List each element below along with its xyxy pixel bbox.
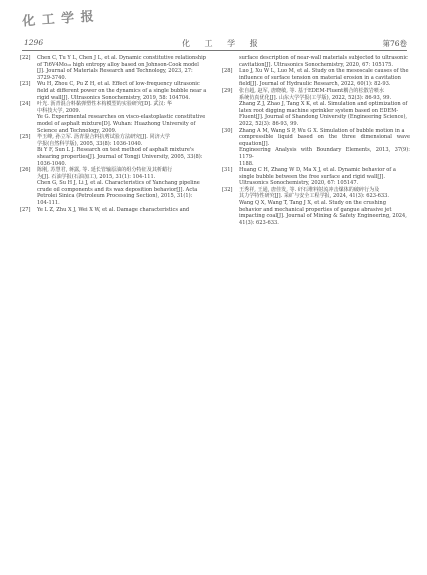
- reference-line: Science and Technology, 2009.: [37, 127, 117, 134]
- reference-line: 张自超, 赵军, 唐晓敏, 等. 基于EDEM-Fluent耦合的松散岩喷水: [239, 87, 384, 94]
- reference-line: Petrolei Sinica (Petroleum Processing Section), 2015, 31(1):: [37, 193, 193, 200]
- reference-line: impacting coal[J]. Journal of Mining & Safety Engineering, 2024,: [239, 213, 407, 220]
- reference-line: of Ti6V4Mo₁₀ high entropy alloy based on Johnson-Cook model: [37, 61, 199, 68]
- reference-line: Ye G. Experimental researches on visco-elastoplastic constitutive: [37, 114, 206, 121]
- reference-line: field[J]. Journal of Hydraulic Research, 2022, 60(1): 82-93.: [239, 81, 391, 88]
- reference-line: Luo J, Xu W L, Luo M, et al. Study on the mesoscale causes of the: [239, 68, 409, 75]
- reference-entry: [20, 81, 208, 101]
- page-number: 1296: [24, 38, 44, 47]
- reference-text: [37, 55, 208, 81]
- reference-line: model of asphalt mixture[D]. Wuhan: Huazhong University of: [37, 120, 196, 127]
- reference-text: [37, 167, 208, 207]
- reference-number: [29]: [222, 87, 233, 94]
- reference-number: [23]: [20, 81, 31, 88]
- reference-line: Wang Q X, Wang T, Tang J X, et al. Study on the crushing: [239, 200, 386, 207]
- reference-entry: [20, 55, 208, 81]
- reference-line: 2022, 52(3): 86-93, 99.: [239, 120, 299, 127]
- reference-entry: [20, 207, 208, 214]
- reference-line: 王秀祥, 王通, 唐佳发, 等. 矸石堆料射流冲击煤体的破碎行为及: [239, 186, 380, 193]
- reference-line: 叶光. 沥青混合料黏弹塑性本构模型的实验研究[D]. 武汉: 华: [37, 101, 173, 108]
- references-left-column: [20, 55, 208, 226]
- reference-text: [37, 101, 208, 134]
- reference-line: [J]. Journal of Materials Research and Technology, 2023, 27:: [37, 68, 193, 75]
- reference-line: surface description of near-wall materials subjected to ultrasonic: [239, 55, 408, 61]
- running-journal-title: 化 工 学 报: [182, 39, 264, 48]
- reference-text: [37, 134, 208, 167]
- reference-entry: [222, 88, 410, 128]
- references-columns: [20, 55, 410, 226]
- reference-line: Chen C, Tu Y L, Chen J L, et al. Dynamic constitutive relationship: [37, 55, 207, 61]
- reference-line: 系统仿真优化[J]. 山东大学学报(工学版), 2022, 52(3): 86-93, 99.: [239, 94, 392, 101]
- reference-line: 1188.: [239, 160, 254, 167]
- reference-number: [30]: [222, 127, 233, 134]
- reference-line: Ye L Z, Zhu X J, Wei X W, et al. Damage characteristics and: [37, 206, 190, 213]
- reference-number: [32]: [222, 186, 233, 193]
- reference-line: 104-111.: [37, 200, 60, 207]
- reference-text: [239, 187, 410, 227]
- reference-text: [37, 207, 208, 214]
- reference-line: single bubble between the free surface and rigid wall[J].: [239, 173, 385, 180]
- reference-line: Chen G, Su H J, Li J, et al. Characteristics of Yanchang pipeline: [37, 180, 200, 187]
- reference-line: Ultrasonics Sonochemistry, 2020, 67: 105147.: [239, 180, 359, 187]
- reference-line: 3729-3740.: [37, 74, 67, 81]
- reference-entry: [222, 68, 410, 88]
- volume-label: 第76卷: [382, 39, 407, 48]
- reference-text: [239, 68, 410, 88]
- reference-entry: [222, 128, 410, 168]
- reference-line: rigid wall[J]. Ultrasonics Sonochemistry, 2019, 58: 104704.: [37, 94, 190, 101]
- reference-line: 41(3): 623-633.: [239, 219, 279, 226]
- reference-text: [239, 128, 410, 168]
- reference-text: [239, 55, 410, 68]
- reference-line: cavitation[J]. Ultrasonics Sonochemistry, 2020, 67: 105175.: [239, 61, 394, 68]
- reference-line: 其力学特性研究[J]. 采矿与安全工程学报, 2024, 41(3): 623-633.: [239, 193, 390, 200]
- reference-line: 学报(自然科学版), 2005, 33(8): 1036-1040.: [37, 140, 143, 147]
- reference-entry: [222, 187, 410, 227]
- reference-number: [26]: [20, 167, 31, 174]
- reference-line: 中科技大学, 2009.: [37, 107, 81, 114]
- page-header: [22, 8, 407, 48]
- reference-line: 陈刚, 苏慧君, 蒋露, 等. 延长管输原油的组分特征及其析蜡行: [37, 167, 173, 174]
- reference-number: [24]: [20, 101, 31, 108]
- reference-number: [27]: [20, 206, 31, 213]
- reference-text: [37, 81, 208, 101]
- references-right-column: [222, 55, 410, 226]
- reference-line: Zhang Z J, Zhao J, Tang X K, et al. Simulation and optimization of: [239, 101, 408, 108]
- reference-line: Engineering Analysis with Boundary Elements, 2013, 37(9): 1179-: [239, 147, 410, 160]
- reference-entry: [20, 134, 208, 167]
- reference-line: shearing properties[J]. Journal of Tongji University, 2005, 33(8):: [37, 153, 203, 160]
- reference-line: field at different power on the dynamics of a single bubble near a: [37, 87, 207, 94]
- reference-text: [239, 167, 410, 187]
- reference-line: 毕玉峰, 孙立军. 沥青混合料抗剪试验方法研究[J]. 同济大学: [37, 134, 170, 141]
- reference-line: latex root digging machine sprinkler system based on EDEM-: [239, 107, 399, 114]
- reference-line: crude oil components and its wax deposition behavior[J]. Acta: [37, 186, 198, 193]
- reference-entry: [20, 101, 208, 134]
- reference-line: compressible liquid based on the three dimensional wave equation[J].: [239, 134, 410, 147]
- reference-entry: [20, 167, 208, 207]
- reference-number: [22]: [20, 55, 31, 61]
- reference-number: [28]: [222, 68, 233, 75]
- reference-line: behavior and mechanical properties of gangue abrasive jet: [239, 206, 392, 213]
- journal-logo-stamp: 化 工 学 报: [21, 9, 96, 30]
- reference-number: [222, 55, 239, 68]
- reference-line: 为[J]. 石油学报(石油加工), 2015, 31(1): 104-111.: [37, 173, 156, 180]
- header-divider: [22, 50, 407, 51]
- reference-line: Huang C H, Zhang W D, Ma X J, et al. Dynamic behavior of a: [239, 167, 396, 174]
- reference-line: Zhang A M, Wang S P, Wu G X. Simulation of bubble motion in a: [239, 127, 405, 134]
- reference-number: [31]: [222, 167, 233, 174]
- reference-line: 1036-1040.: [37, 160, 67, 167]
- reference-line: Wu H, Zhou C, Pu Z H, et al. Effect of low-frequency ultrasonic: [37, 81, 200, 88]
- reference-line: influence of surface tension on material erosion in a cavitation: [239, 74, 401, 81]
- reference-entry: [222, 55, 410, 68]
- reference-entry: [222, 167, 410, 187]
- reference-line: Fluent[J]. Journal of Shandong University (Engineering Science),: [239, 114, 408, 121]
- reference-text: [239, 88, 410, 128]
- reference-number: [25]: [20, 134, 31, 141]
- reference-line: Bi Y F, Sun L J. Research on test method of asphalt mixture's: [37, 147, 194, 154]
